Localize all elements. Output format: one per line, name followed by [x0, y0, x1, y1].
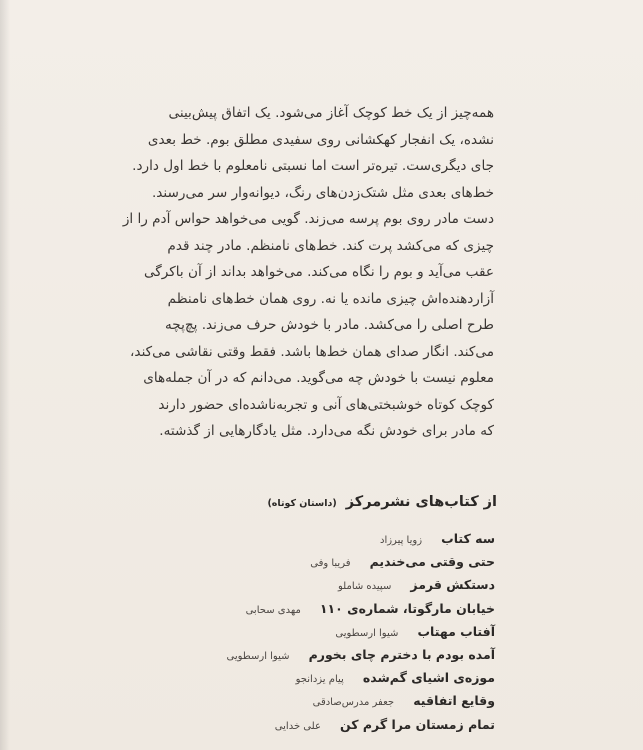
blurb-line: کوچک کوتاه خوشبختی‌های آنی و تجربه‌ناشده‌ای حضور دارند [158, 396, 494, 413]
book-list-item [155, 642, 495, 665]
book-list-item [155, 619, 495, 642]
book-list-item [155, 688, 495, 711]
book-title: آفتاب مهتاب [417, 623, 495, 639]
series-heading [267, 494, 497, 510]
blurb-line: معلوم نیست با خودش چه می‌گوید. می‌دانم که در آن جمله‌های [143, 370, 494, 386]
book-title: وقایع اتفاقیه [413, 693, 495, 709]
book-title: تمام زمستان مرا گرم کن [340, 716, 495, 732]
book-list-item [155, 665, 495, 688]
blurb-line: می‌کند. انگار صدای همان خط‌ها باشد. فقط وقتی نقاشی می‌کند، [130, 343, 494, 360]
book-author: شیوا ارسطویی [226, 650, 290, 662]
blurb-line: آزاردهنده‌اش چیزی مانده یا نه. روی همان خط‌های نامنظم [167, 290, 494, 307]
book-title: موزه‌ی اشیای گم‌شده [362, 670, 495, 686]
book-list-item [155, 712, 495, 735]
book-list-item [155, 572, 495, 595]
series-heading-subtitle: (داستان کوتاه) [267, 498, 337, 509]
book-title: حتی وقتی می‌خندیم [369, 554, 495, 570]
book-author: جعفر مدرس‌صادقی [312, 697, 395, 709]
blurb-line: طرح اصلی را می‌کشد. مادر با خودش حرف می‌زند. پچ‌پچه [165, 317, 494, 333]
book-title: خیابان مارگوتا، شماره‌ی ۱۱۰ [319, 600, 495, 616]
blurb-line: نشده، یک انفجار کهکشانی روی سفیدی مطلق بوم. خط بعدی [147, 131, 494, 148]
series-heading-title: از کتاب‌های نشرمرکز [345, 494, 497, 510]
blurb-line: عقب می‌آید و بوم را نگاه می‌کند. می‌خواهد بداند از آن باکرگی [143, 264, 494, 280]
blurb-line: خط‌های بعدی مثل شتک‌زدن‌های رنگ، دیوانه‌وار سر می‌رسند. [151, 184, 494, 201]
blurb-line: چیزی که می‌کشد پرت کند. خط‌های نامنظم. مادر چند قدم [167, 237, 494, 254]
book-author: شیوا ارسطویی [335, 627, 399, 639]
blurb-line: دست مادر روی بوم پرسه می‌زند. گویی می‌خواهد حواس آدم را از [122, 211, 494, 227]
page-edge-shadow [0, 0, 10, 750]
blurb-paragraph [122, 100, 494, 445]
book-author: مهدی سحابی [245, 604, 301, 616]
blurb-line: همه‌چیز از یک خط کوچک آغاز می‌شود. یک اتفاق پیش‌بینی [168, 105, 494, 121]
book-author: سپیده شاملو [337, 581, 392, 593]
blurb-line: جای دیگری‌ست. تیره‌تر است اما نسبتی نامعلوم با خط اول دارد. [132, 158, 494, 174]
book-title: آمده بودم با دخترم چای بخورم [308, 646, 495, 662]
blurb-line: که مادر برای خودش نگه می‌دارد. مثل یادگارهایی از گذشته. [159, 423, 494, 439]
book-author: زویا پیرزاد [380, 535, 423, 546]
book-title: سه کتاب [441, 531, 495, 546]
book-author: فریبا وفی [310, 558, 351, 570]
book-title: دستکش قرمز [410, 577, 495, 593]
book-author: علی خدایی [274, 720, 321, 732]
book-list [155, 526, 495, 735]
book-list-item [155, 526, 495, 549]
book-list-item [155, 596, 495, 619]
book-author: پیام یزدانجو [295, 674, 344, 686]
book-list-item [155, 549, 495, 572]
